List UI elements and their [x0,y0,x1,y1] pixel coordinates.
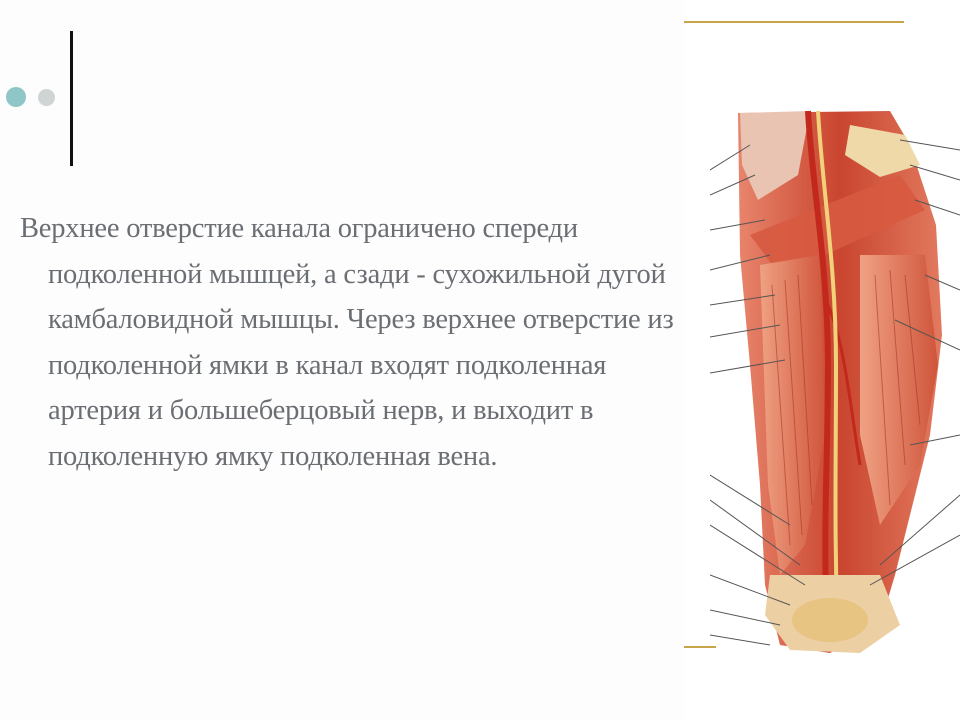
anatomy-leg-illustration [710,105,960,660]
bullet-dot-teal [6,87,26,107]
bullet-dot-gray [38,89,55,106]
title-divider-line [70,31,73,166]
slide-body-text: Верхнее отверстие канала ограничено спереди подколенной мышцей, а сзади - сухожильной дугой камбаловидной мышцы. Через верхнее отверстие из подколенной ямки в канал входят подколенная артерия и большеберцовый нерв, и выходит в подколенную ямку подколенная вена. [20,213,674,472]
gold-rule-top [684,21,904,23]
